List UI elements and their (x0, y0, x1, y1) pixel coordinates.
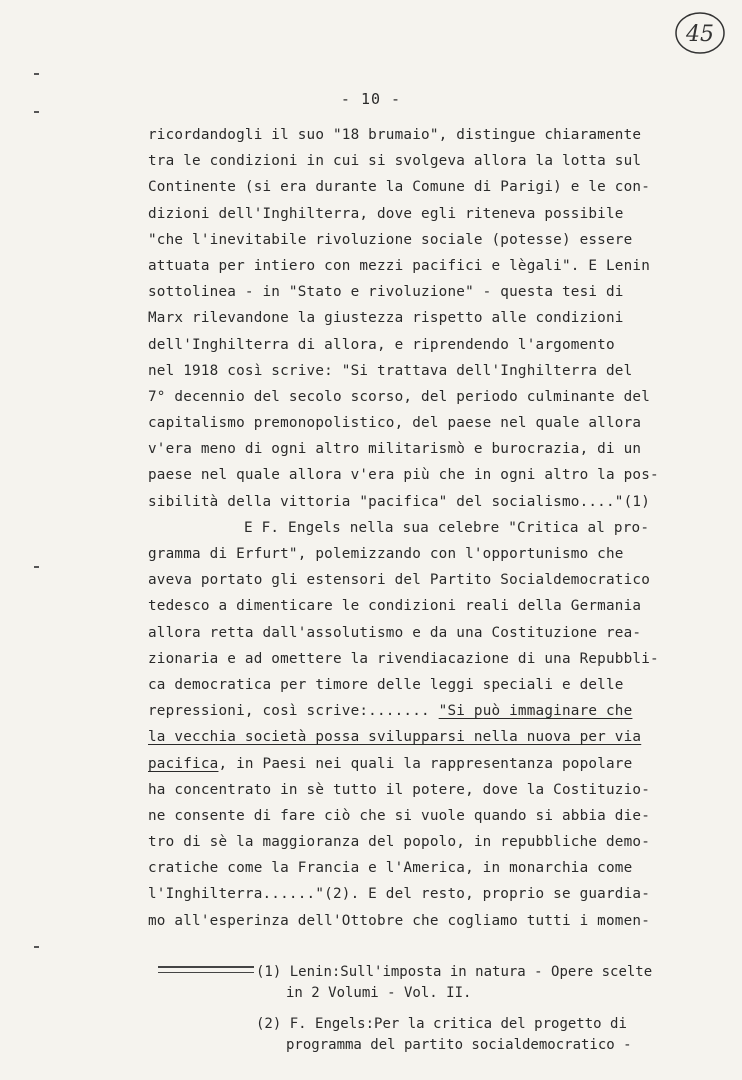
footnotes (256, 962, 676, 1066)
page-number: - 10 - (340, 90, 402, 108)
text-line: sottolinea - in "Stato e rivoluzione" - questa tesi di (148, 284, 624, 301)
footnote-marker: (1) (256, 964, 282, 980)
text-line: zionaria e ad omettere la rivendiacazione di una Repubbli- (148, 650, 659, 667)
footnote-text: F. Engels:Per la critica del progetto di (289, 1016, 627, 1032)
text-line: tedesco a dimenticare le condizioni reali della Germania (148, 598, 642, 615)
text-line: capitalismo premonopolistico, del paese nel quale allora (148, 415, 642, 432)
footnote-marker: (2) (256, 1016, 282, 1032)
margin-mark (34, 946, 39, 948)
archive-stamp (672, 8, 728, 58)
footnote-separator (158, 966, 254, 973)
text-line: Marx rilevandone la giustezza rispetto alle condizioni (148, 310, 624, 327)
text-line: allora retta dall'assolutismo e da una Costituzione rea- (148, 624, 642, 641)
paragraph-2 (148, 515, 668, 934)
text-line: nel 1918 così scrive: "Si trattava dell'Inghilterra del (148, 362, 633, 379)
text-line: aveva portato gli estensori del Partito Socialdemocratico (148, 572, 651, 589)
underlined-quote: "Si può immaginare che (438, 703, 633, 720)
text-line: dizioni dell'Inghilterra, dove egli riteneva possibile (148, 205, 624, 222)
text-line (148, 724, 668, 750)
margin-mark (34, 73, 39, 75)
text-segment: repressioni, così scrive:....... (148, 703, 439, 720)
footnote-text: Lenin:Sull'imposta in natura - Opere scelte (289, 964, 653, 980)
underlined-quote: pacifica (148, 755, 219, 772)
text-line: ricordandogli il suo "18 brumaio", distingue chiaramente (148, 127, 642, 143)
text-line: l'Inghilterra......"(2). E del resto, proprio se guardia- (148, 886, 651, 903)
footnote-1 (256, 962, 676, 1004)
text-line: ca democratica per timore delle leggi speciali e delle (148, 676, 624, 693)
text-line: sibilità della vittoria "pacifica" del socialismo...."(1) (148, 493, 651, 510)
body-text (148, 122, 668, 934)
paragraph-1 (148, 122, 668, 515)
text-line: cratiche come la Francia e l'America, in monarchia come (148, 860, 633, 877)
text-line: v'era meno di ogni altro militarismò e burocrazia, di un (148, 441, 642, 458)
text-segment: , in Paesi nei quali la rappresentanza popolare (218, 755, 633, 772)
text-line: paese nel quale allora v'era più che in ogni altro la pos- (148, 467, 659, 484)
text-line: Continente (si era durante la Comune di Parigi) e le con- (148, 179, 651, 196)
text-line: tra le condizioni in cui si svolgeva allora la lotta sul (148, 153, 642, 170)
text-line: dell'Inghilterra di allora, e riprendendo l'argomento (148, 336, 615, 353)
margin-mark (34, 111, 39, 113)
circled-number-icon (672, 8, 728, 58)
footnote-text: in 2 Volumi - Vol. II. (286, 985, 472, 1001)
margin-mark (34, 566, 39, 568)
text-line: "che l'inevitabile rivoluzione sociale (potesse) essere (148, 231, 633, 248)
text-line: attuata per intiero con mezzi pacifici e lègali". E Lenin (148, 257, 651, 274)
archive-number: 45 (686, 22, 714, 47)
text-line: 7° decennio del secolo scorso, del periodo culminante del (148, 388, 651, 405)
text-line: gramma di Erfurt", polemizzando con l'opportunismo che (148, 546, 624, 562)
footnote-text: programma del partito socialdemocratico - (286, 1037, 632, 1053)
text-line: ne consente di fare ciò che si vuole quando si abbia die- (148, 807, 651, 824)
text-line: E F. Engels nella sua celebre "Critica al pro- (244, 519, 650, 536)
text-line: ha concentrato in sè tutto il potere, dove la Costituzio- (148, 781, 651, 798)
underlined-quote: la vecchia società possa svilupparsi nella nuova per via (148, 729, 642, 746)
text-line (148, 751, 668, 777)
text-line (148, 698, 668, 724)
footnote-2 (256, 1014, 676, 1056)
text-line: tro di sè la maggioranza del popolo, in repubbliche demo- (148, 834, 651, 851)
text-line: mo all'esperinza dell'Ottobre che cogliamo tutti i momen- (148, 912, 651, 929)
